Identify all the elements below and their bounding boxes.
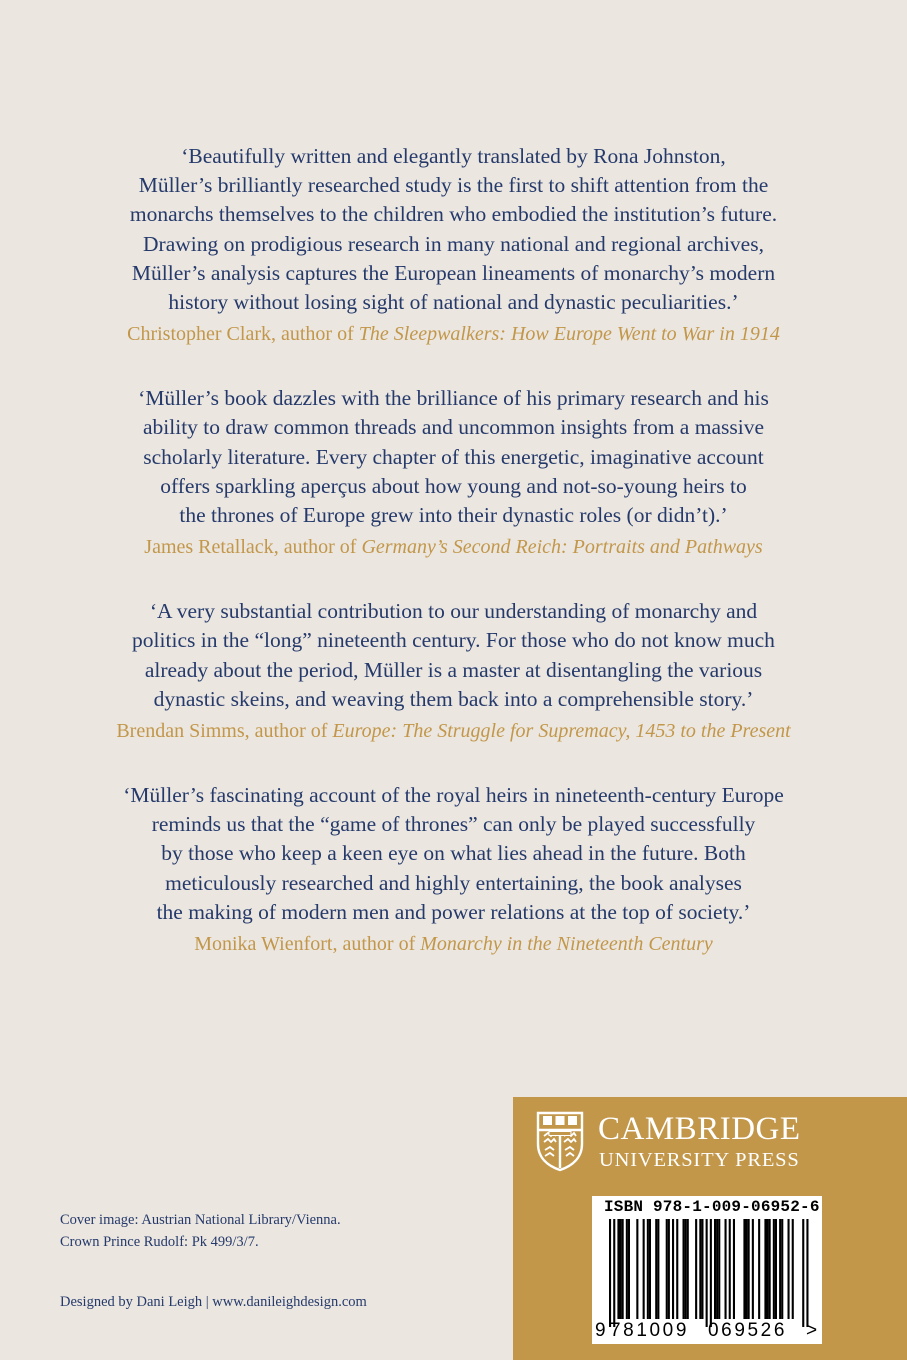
endorsements [0, 142, 907, 958]
barcode-bar [775, 1219, 777, 1319]
author-of: , author of [332, 933, 421, 956]
designer-credit: Designed by Dani Leigh | www.danileighdesign.com [60, 1294, 367, 1310]
publisher-panel [513, 1097, 907, 1360]
author-of: , author of [244, 720, 333, 743]
barcode-bar [628, 1219, 630, 1319]
barcode-bar [714, 1219, 716, 1319]
barcode-bar [636, 1219, 638, 1319]
author-name: James Retallack [144, 536, 274, 559]
quote-line: politics in the “long” nineteenth century. For those who do not know much [132, 628, 775, 653]
attribution [0, 533, 907, 561]
quote-retallack [0, 384, 907, 561]
quote-line: scholarly literature. Every chapter of this energetic, imaginative account [143, 444, 764, 469]
barcode-bar [718, 1219, 720, 1319]
barcode-group-1: 781009 [610, 1320, 690, 1341]
quote-line: ‘Müller’s book dazzles with the brilliance of his primary research and his [138, 386, 769, 411]
barcode-bar [802, 1219, 804, 1327]
quote-line: ‘Müller’s fascinating account of the royal heirs in nineteenth-century Europe [123, 783, 784, 808]
quote-simms [0, 597, 907, 745]
quote-line: Müller’s analysis captures the European lineaments of monarchy’s modern [131, 260, 776, 285]
barcode-bar [748, 1219, 750, 1319]
barcode-bar [613, 1219, 615, 1327]
author-name: Christopher Clark [127, 323, 271, 346]
barcode-bar [716, 1219, 718, 1319]
barcode-bar [769, 1219, 771, 1319]
quote-line: offers sparkling aperçus about how young and not-so-young heirs to [160, 473, 747, 498]
quote-line: ‘A very substantial contribution to our understanding of monarchy and [149, 599, 758, 624]
barcode-bar [672, 1219, 674, 1319]
quote-line: Drawing on prodigious research in many national and regional archives, [143, 231, 764, 256]
quote-line: already about the period, Müller is a master at disentangling the various [144, 657, 763, 682]
barcode-bar [767, 1219, 769, 1319]
publisher-name: CAMBRIDGE [598, 1111, 801, 1147]
cover-image-credit [60, 1209, 341, 1253]
author-name: Monika Wienfort [194, 933, 333, 956]
quote-line: monarchs themselves to the children who embodied the institution’s future. [129, 202, 778, 227]
barcode-bar [626, 1219, 628, 1319]
quote-line: the making of modern men and power relations at the top of society.’ [156, 899, 751, 924]
barcode-bar [764, 1219, 766, 1319]
barcode-bar [779, 1219, 781, 1319]
barcode-lead-digit: 9 [595, 1320, 606, 1341]
barcode-bar [706, 1219, 708, 1327]
attribution [0, 717, 907, 745]
barcode-bar [666, 1219, 668, 1319]
barcode-bar [649, 1219, 651, 1319]
barcode-panel [592, 1196, 822, 1344]
quote-line: Müller’s brilliantly researched study is the first to shift attention from the [138, 173, 769, 198]
barcode-bar [758, 1219, 760, 1319]
barcode-bar [699, 1219, 701, 1319]
quote-line: ability to draw common threads and uncommon insights from a massive [142, 415, 764, 440]
author-name: Brendan Simms [116, 720, 245, 743]
attribution [0, 930, 907, 958]
isbn-label: ISBN 978-1-009-06952-6 [604, 1198, 820, 1216]
barcode-bar [622, 1219, 624, 1319]
barcode-bar [683, 1219, 685, 1319]
barcode-bar [710, 1219, 712, 1327]
quote-line: the thrones of Europe grew into their dynastic roles (or didn’t).’ [179, 503, 728, 528]
publisher-subname: UNIVERSITY PRESS [599, 1149, 800, 1171]
author-of: , author of [273, 536, 362, 559]
barcode-bar [743, 1219, 745, 1319]
barcode-bar [701, 1219, 703, 1319]
barcode-bar [746, 1219, 748, 1319]
quote-line: ‘Beautifully written and elegantly translated by Rona Johnston, [181, 144, 726, 168]
barcode-bar [620, 1219, 622, 1319]
book-title: Germany’s Second Reich: Portraits and Pathways [361, 536, 763, 559]
cover-credit-line: Cover image: Austrian National Library/Vienna. [60, 1212, 341, 1228]
barcode-bar [781, 1219, 783, 1319]
quote-clark [0, 142, 907, 348]
quote-line: by those who keep a keen eye on what lies ahead in the future. Both [161, 841, 746, 866]
quote-line: dynastic skeins, and weaving them back into a comprehensible story.’ [153, 686, 754, 711]
barcode-bar [773, 1219, 775, 1319]
quote-line: history without losing sight of national and dynastic peculiarities.’ [168, 290, 739, 315]
barcode-bar [668, 1219, 670, 1319]
barcode-bar [806, 1219, 808, 1327]
barcode-bar [643, 1219, 645, 1319]
barcode-bar [655, 1219, 657, 1319]
book-title: Europe: The Struggle for Supremacy, 1453 to the Present [332, 720, 791, 743]
book-title: Monarchy in the Nineteenth Century [420, 933, 713, 956]
quote-wienfort [0, 781, 907, 958]
barcode-digits [592, 1320, 822, 1342]
barcode-bar [647, 1219, 649, 1319]
barcode-bar [752, 1219, 754, 1319]
quote-line: reminds us that the “game of thrones” can only be played successfully [151, 812, 756, 837]
cambridge-crest-icon [535, 1110, 585, 1172]
barcode-bar [733, 1219, 735, 1319]
barcode-bar [676, 1219, 678, 1319]
book-title: The Sleepwalkers: How Europe Went to War in 1914 [358, 323, 780, 346]
barcode-bar [695, 1219, 697, 1319]
barcode-bar [687, 1219, 689, 1319]
attribution [0, 320, 907, 348]
barcode-bar [685, 1219, 687, 1319]
barcode-quiet-arrow: > [806, 1320, 818, 1341]
barcode-bar [617, 1219, 619, 1319]
barcode-bar [725, 1219, 727, 1319]
author-of: , author of [271, 323, 359, 346]
barcode-group-2: 069526 [708, 1320, 788, 1341]
cover-credit-line: Crown Prince Rudolf: Pk 499/3/7. [60, 1234, 259, 1250]
barcode-bar [792, 1219, 794, 1319]
quote-line: meticulously researched and highly entertaining, the book analyses [165, 870, 742, 895]
barcode-bar [609, 1219, 611, 1327]
barcode-bar [729, 1219, 731, 1319]
barcode-bar [657, 1219, 659, 1319]
barcode-icon [592, 1219, 822, 1329]
barcode-bar [788, 1219, 790, 1319]
